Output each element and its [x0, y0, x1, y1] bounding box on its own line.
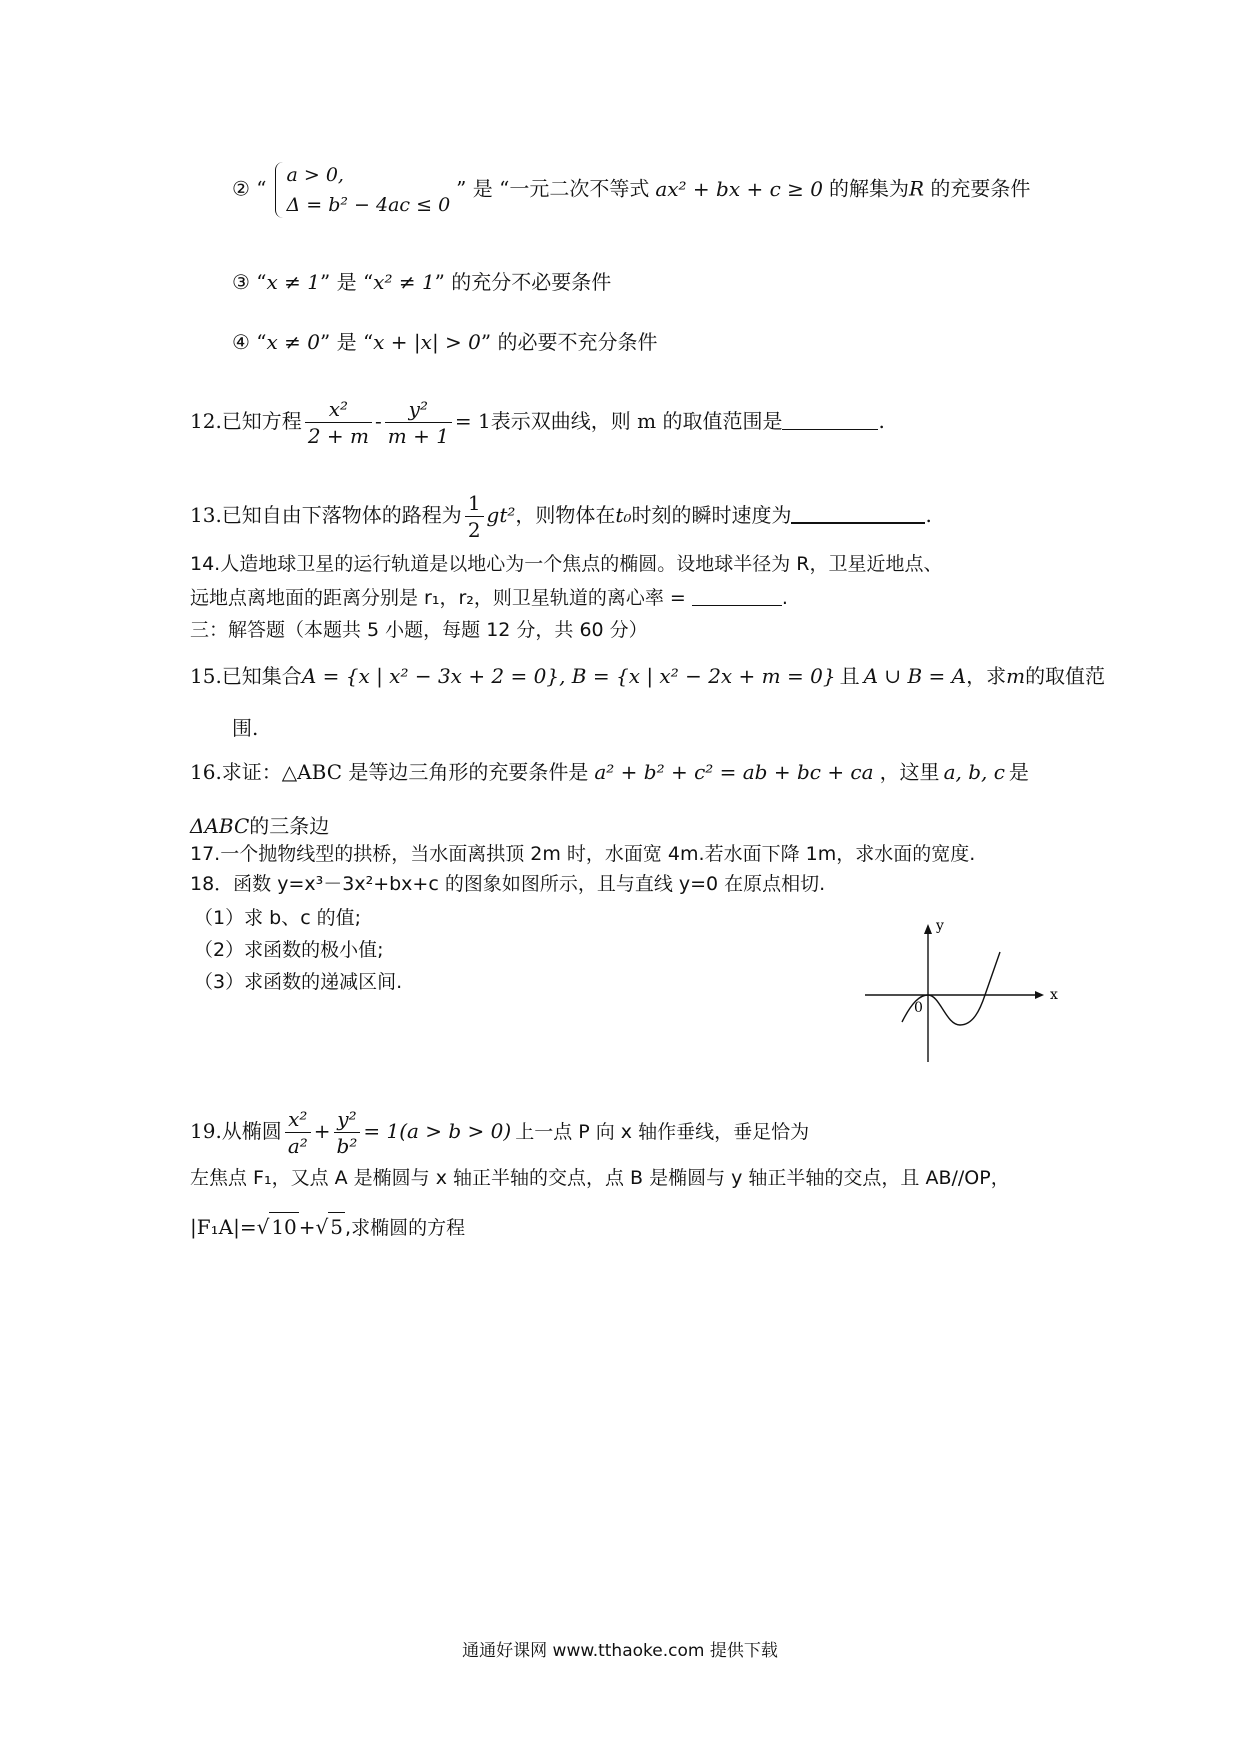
statement-2-tail: 的充要条件	[924, 176, 1031, 201]
statement-2-post: 的解集为	[829, 176, 909, 201]
question-12-tail: 表示双曲线，则 m 的取值范围是	[490, 409, 783, 433]
statement-2-middle: ” 是 “一元二次不等式	[456, 176, 650, 201]
sqrt-5: √ 5	[316, 1215, 345, 1239]
question-15-tail: ，求	[966, 664, 1007, 688]
question-13	[190, 490, 932, 543]
condition-a: x ≠ 0	[266, 330, 320, 354]
question-14-line-2	[190, 584, 788, 612]
fraction-y-over-b	[334, 1106, 361, 1159]
ellipse-condition: = 1(a > b > 0)	[363, 1119, 512, 1143]
fraction-x-over-a	[285, 1106, 311, 1159]
statement-2-prefix: ② “	[232, 176, 267, 201]
question-16-middle: ，这里	[879, 760, 940, 784]
numerator: y²	[385, 396, 452, 423]
question-19-line-2: 左焦点 F₁，又点 A 是椭圆与 x 轴正半轴的交点，点 B 是椭圆与 y 轴正半轴的交点，且 AB//OP，	[190, 1167, 1010, 1189]
sqrt-10: √ 10	[257, 1215, 299, 1239]
quadratic-inequality: ax² + bx + c ≥ 0	[655, 176, 823, 201]
time-t0: t₀	[615, 503, 632, 527]
question-12	[190, 396, 885, 449]
statement-4	[232, 328, 657, 356]
fraction-y	[385, 396, 452, 449]
variable-m: m	[1006, 664, 1026, 688]
set-b: , B = {x | x² − 2x + m = 0}	[559, 664, 836, 688]
condition-b: x² ≠ 1	[373, 270, 435, 294]
question-17: 17.一个抛物线型的拱桥，当水面离拱顶 2m 时，水面宽 4m.若水面下降 1m，求水面的宽度.	[190, 843, 976, 865]
period: .	[781, 587, 788, 609]
question-19-prefix: 19.从椭圆	[190, 1119, 282, 1143]
system-line-2: Δ = b² − 4ac ≤ 0	[286, 194, 451, 216]
union-condition: A ∪ B = A	[863, 664, 967, 688]
question-18-part-2: （2）求函数的极小值;	[194, 939, 384, 961]
numerator: y²	[334, 1106, 361, 1133]
question-13-prefix: 13.已知自由下落物体的路程为	[190, 503, 462, 527]
numerator: 1	[465, 490, 484, 517]
statement-4-tail: ” 的必要不充分条件	[480, 330, 658, 354]
question-15-prefix: 15.已知集合	[190, 664, 302, 688]
question-14-text: 远地点离地面的距离分别是 r₁，r₂，则卫星轨道的离心率 =	[190, 587, 686, 609]
radicand: 10	[269, 1212, 298, 1241]
inequality-system	[273, 160, 451, 220]
question-15	[190, 662, 1105, 690]
statement-3-tail: ” 的充分不必要条件	[434, 270, 612, 294]
y-axis-label: y	[936, 920, 944, 934]
denominator: m + 1	[387, 424, 449, 448]
question-16	[190, 758, 1029, 786]
minus-sign: -	[374, 409, 382, 433]
answer-blank[interactable]	[791, 502, 925, 524]
answer-blank[interactable]	[782, 409, 878, 430]
period: .	[878, 409, 885, 433]
denominator: b²	[336, 1134, 358, 1158]
conjunction: 且	[839, 664, 860, 688]
y-axis-arrow	[924, 924, 932, 934]
identity-expression: a² + b² + c² = ab + bc + ca	[594, 760, 874, 784]
equals-one: = 1	[454, 409, 491, 433]
statement-4-middle: ” 是 “	[320, 330, 374, 354]
denominator: a²	[287, 1134, 308, 1158]
question-13-middle: ，则物体在	[515, 503, 616, 527]
statement-3	[232, 268, 611, 296]
numerator: x²	[305, 396, 372, 423]
set-r: R	[909, 176, 925, 201]
question-19	[190, 1106, 809, 1159]
x-axis-label: x	[1050, 987, 1058, 1003]
set-a: A = {x | x² − 3x + 2 = 0}	[301, 664, 560, 688]
statement-4-prefix: ④ “	[232, 330, 267, 354]
plus-sign: +	[313, 1119, 331, 1143]
cubic-function-graph	[860, 920, 1060, 1070]
fraction-x	[305, 396, 372, 449]
statement-3-middle: ” 是 “	[320, 270, 374, 294]
question-16-line-2	[190, 812, 329, 840]
question-15-tail-2: 的取值范	[1025, 664, 1106, 688]
denominator: 2 + m	[307, 424, 369, 448]
fraction-half	[465, 490, 484, 543]
focal-distance-label: |F₁A|=	[190, 1215, 257, 1239]
question-13-tail: 时刻的瞬时速度为	[631, 503, 792, 527]
question-14-line-1: 14.人造地球卫星的运行轨道是以地心为一个焦点的椭圆。设地球半径为 R，卫星近地点、	[190, 553, 943, 575]
question-18-part-3: （3）求函数的递减区间.	[194, 971, 403, 993]
system-line-1: a > 0,	[286, 164, 344, 186]
question-12-prefix: 12.已知方程	[190, 409, 302, 433]
question-19-line-3	[190, 1212, 465, 1242]
origin-label: 0	[914, 1000, 923, 1016]
fall-expression: gt²	[486, 503, 516, 527]
statement-3-prefix: ③ “	[232, 270, 267, 294]
numerator: x²	[285, 1106, 311, 1133]
denominator: 2	[467, 518, 481, 542]
answer-blank[interactable]	[692, 585, 782, 606]
x-axis-arrow	[1035, 991, 1044, 999]
question-16-line-2-text: 的三条边	[249, 814, 330, 838]
question-18: 18．函数 y=x³－3x²+bx+c 的图象如图所示，且与直线 y=0 在原点相切.	[190, 873, 826, 895]
section-3-heading: 三：解答题（本题共 5 小题，每题 12 分，共 60 分）	[190, 619, 648, 641]
triangle-abc: ΔABC	[190, 814, 250, 838]
condition-a: x ≠ 1	[266, 270, 320, 294]
plus-sign: +	[298, 1215, 316, 1239]
question-15-line-2: 围.	[232, 716, 259, 740]
question-19-line-3-text: ,求椭圆的方程	[345, 1217, 466, 1239]
statement-2	[232, 160, 1030, 220]
side-variables: a, b, c	[943, 760, 1005, 784]
period: .	[925, 503, 932, 527]
question-16-prefix: 16.求证：△ABC 是等边三角形的充要条件是	[190, 760, 589, 784]
question-18-part-1: （1）求 b、c 的值;	[194, 907, 362, 929]
condition-b: x + |x| > 0	[373, 330, 481, 354]
question-16-tail: 是	[1008, 760, 1029, 784]
page-footer: 通通好课网 www.tthaoke.com 提供下载	[462, 1641, 778, 1661]
question-19-tail: 上一点 P 向 x 轴作垂线，垂足恰为	[515, 1121, 810, 1143]
radicand: 5	[328, 1212, 345, 1241]
